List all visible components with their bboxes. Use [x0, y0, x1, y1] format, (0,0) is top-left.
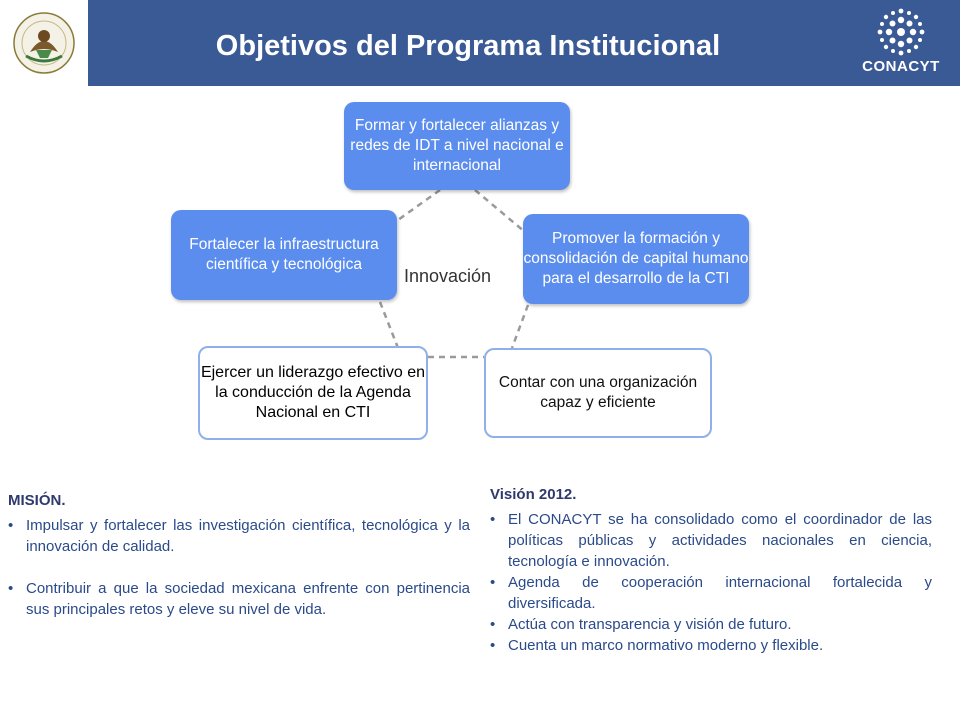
diagram-center-label: Innovación — [404, 266, 492, 286]
vision-heading: Visión 2012. — [490, 486, 577, 503]
header — [0, 0, 960, 86]
connector-right-bottomright — [512, 305, 528, 348]
mision-section — [8, 490, 470, 620]
objective-box-left-text: Fortalecer la infraestructura científica y tecnológica — [189, 236, 379, 273]
vision-item: • El CONACYT se ha consolidado como el coordinador de las políticas públicas y actividades nacionales en ciencia, tecnología e innovación. — [490, 509, 932, 572]
objective-box-bottom-left-text: Ejercer un liderazgo efectivo en la conducción de la Agenda Nacional en CTI — [200, 364, 426, 421]
vision-list — [490, 509, 932, 656]
vision-item: • Actúa con transparencia y visión de futuro. — [490, 614, 932, 635]
mision-list — [8, 515, 470, 620]
conacyt-logo-text: CONACYT — [862, 58, 940, 75]
objective-box-bottom-left — [198, 346, 428, 440]
vision-item: • Cuenta un marco normativo moderno y flexible. — [490, 635, 932, 656]
objective-box-top — [344, 102, 570, 190]
conacyt-logo — [856, 8, 946, 80]
page-title: Objetivos del Programa Institucional — [215, 30, 721, 62]
eagle-seal-icon — [0, 0, 88, 86]
objectives-diagram — [0, 90, 960, 450]
connector-top-left — [398, 190, 440, 220]
objective-box-top-text: Formar y fortalecer alianzas y redes de IDT a nivel nacional e internacional — [350, 117, 564, 174]
objective-box-right — [523, 214, 749, 304]
objective-box-bottom-right — [484, 348, 712, 438]
connector-top-right — [475, 190, 525, 232]
vision-item: • Agenda de cooperación internacional fortalecida y diversificada. — [490, 572, 932, 614]
mision-item: • Impulsar y fortalecer las investigación científica, tecnológica y la innovación de calidad. — [8, 515, 470, 557]
mision-heading: MISIÓN. — [8, 492, 66, 509]
mexico-seal-logo — [0, 0, 88, 86]
objective-box-left — [171, 210, 397, 300]
objective-box-bottom-right-text: Contar con una organización capaz y eficiente — [498, 374, 698, 411]
connector-left-bottomleft — [380, 302, 398, 348]
conacyt-dots-icon — [856, 8, 946, 58]
objective-box-right-text: Promover la formación y consolidación de capital humano para el desarrollo de la CTI — [523, 230, 749, 287]
vision-section — [490, 484, 932, 656]
mision-spacer — [8, 557, 470, 578]
mision-item: • Contribuir a que la sociedad mexicana enfrente con pertinencia sus principales retos y eleve su nivel de vida. — [8, 578, 470, 620]
